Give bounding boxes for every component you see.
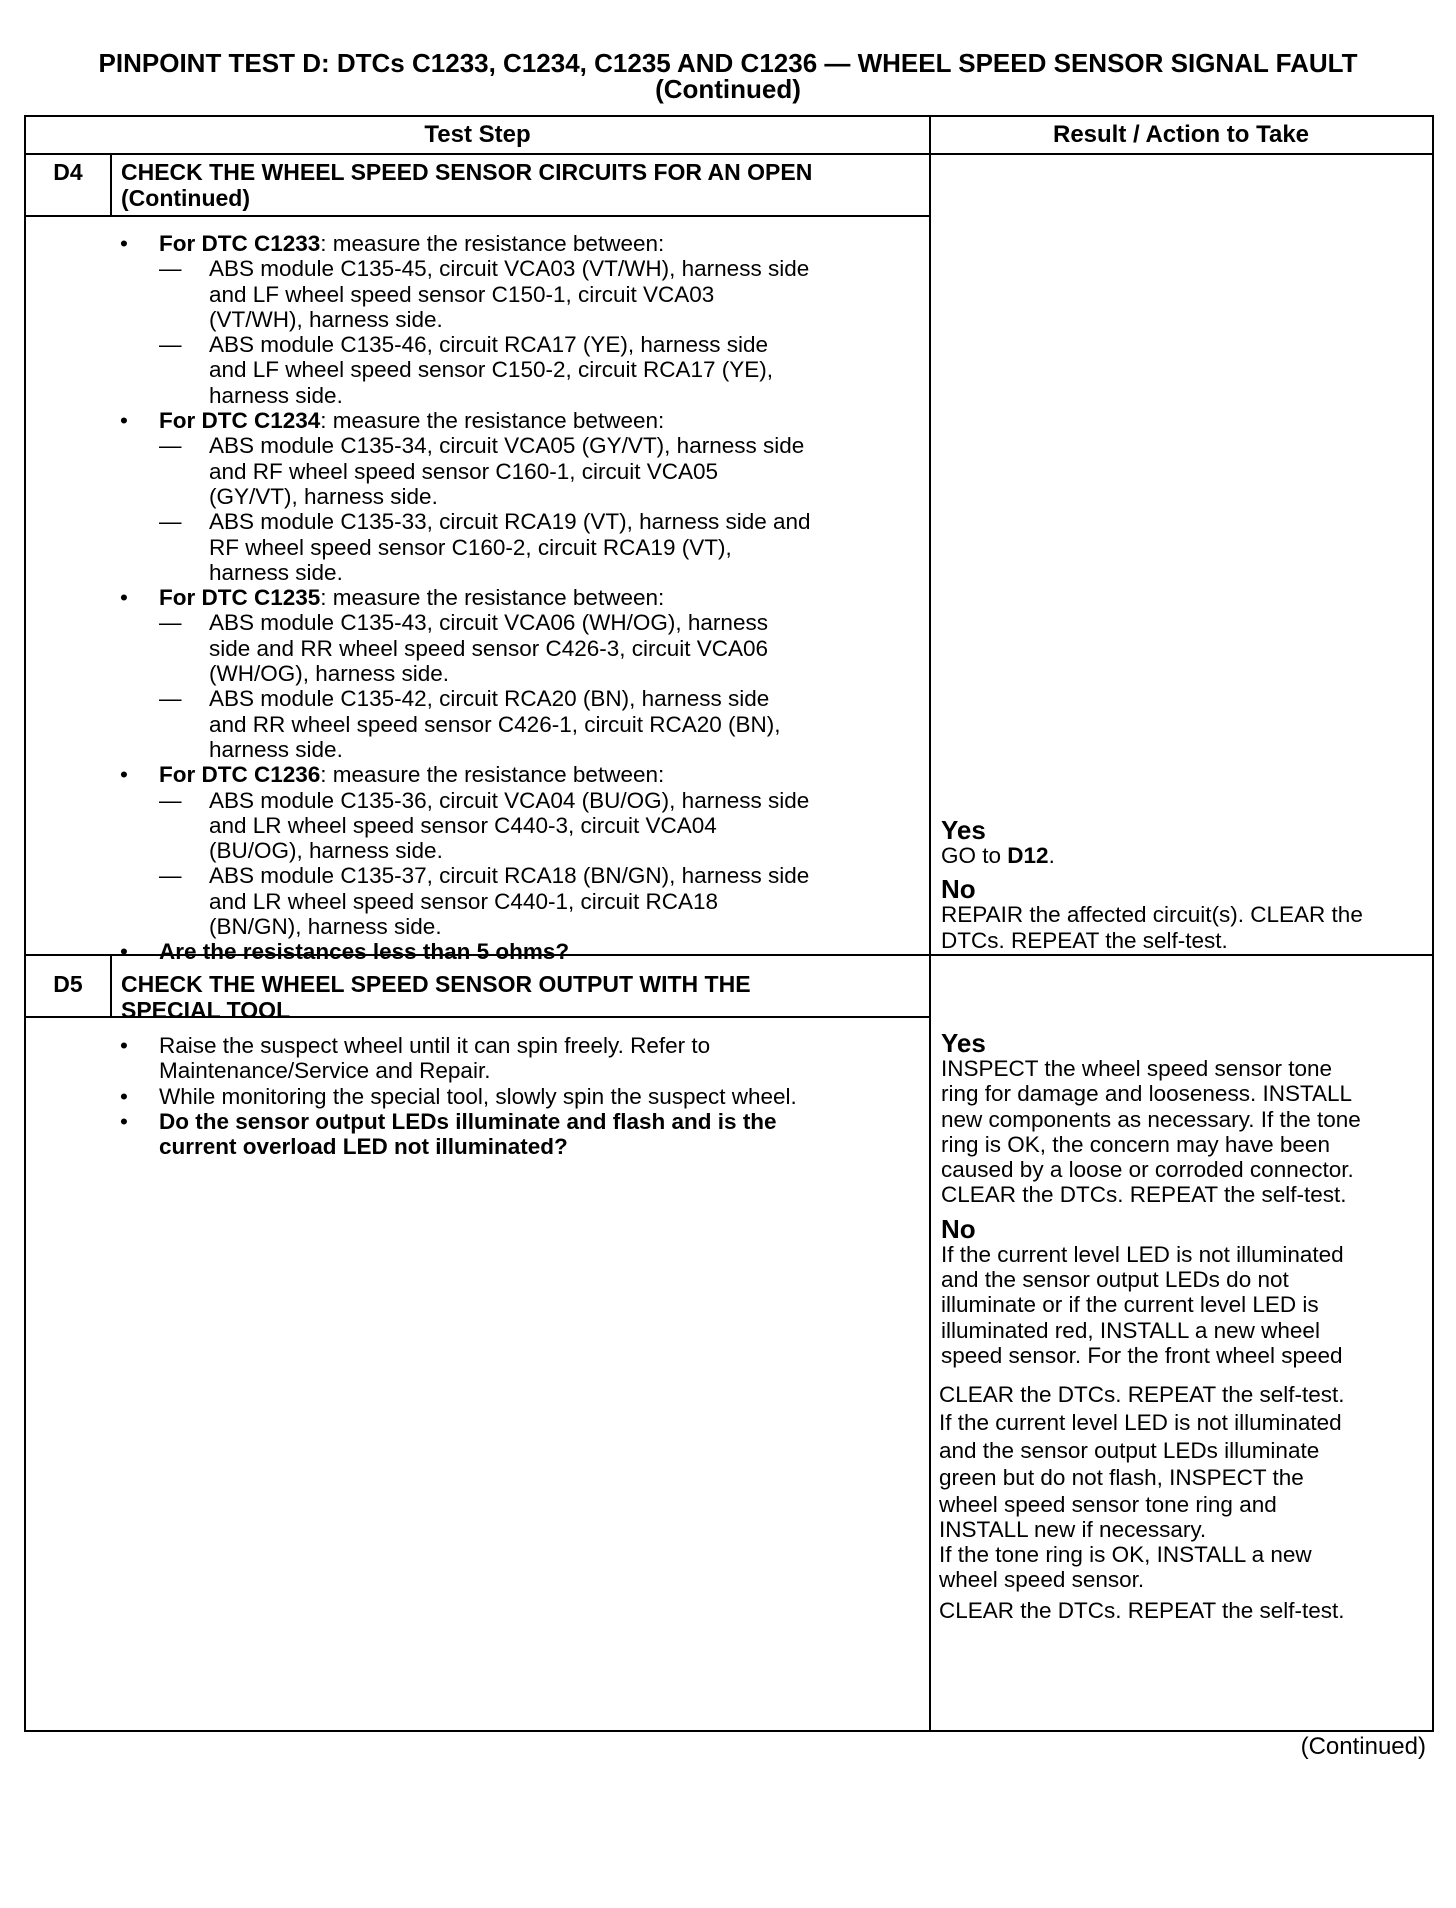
d5-no-extra-line: and the sensor output LEDs illuminate — [939, 1438, 1320, 1463]
bullet-marker: • — [120, 585, 128, 611]
d4-line-text: and RF wheel speed sensor C160-1, circuit VCA05 — [209, 458, 719, 484]
d5-line-text: Raise the suspect wheel until it can spin freely. Refer to — [159, 1033, 711, 1058]
d4-no-heading: No — [941, 874, 976, 905]
d4-instructions — [26, 231, 926, 965]
label-rest: : measure the resistance between: — [320, 585, 665, 611]
d5-no-extra-line: green but do not flash, INSPECT the — [939, 1465, 1304, 1490]
d5-no-extra-line: wheel speed sensor tone ring and — [939, 1492, 1277, 1517]
bullet-marker: • — [120, 939, 128, 965]
d5-title-line-2: SPECIAL TOOL — [121, 997, 291, 1023]
bold-label: Do the sensor output LEDs illuminate and flash and is the — [159, 1108, 777, 1134]
d4-step-title — [121, 159, 921, 211]
dash-marker: — — [159, 332, 182, 358]
d4-line-text: ABS module C135-33, circuit RCA19 (VT), harness side and — [209, 509, 811, 535]
d4-line — [26, 332, 926, 357]
d5-no-extra-line: wheel speed sensor. — [939, 1567, 1145, 1592]
bullet-marker: • — [120, 408, 128, 434]
d5-no-line-1: If the current level LED is not illuminated — [941, 1241, 1344, 1267]
pinpoint-test-table — [24, 115, 1434, 1732]
d5-no-heading: No — [941, 1213, 976, 1244]
d4-line-text — [159, 762, 926, 787]
d4-no-line-1: REPAIR the affected circuit(s). CLEAR the — [941, 902, 1363, 928]
d4-line — [26, 459, 926, 484]
footer-continued: (Continued) — [1300, 1733, 1426, 1760]
d4-line — [26, 610, 926, 635]
page-title — [24, 50, 1432, 102]
d4-line — [26, 838, 926, 863]
d4-title-rule — [26, 215, 929, 217]
bold-label: For DTC C1233 — [159, 231, 321, 256]
d4-line — [26, 661, 926, 686]
d4-line-text: RF wheel speed sensor C160-2, circuit RCA19 (VT), — [209, 534, 732, 560]
title-line-2: (Continued) — [655, 74, 801, 104]
d4-line-text: and LR wheel speed sensor C440-3, circuit VCA04 — [209, 812, 717, 838]
bold-label: For DTC C1234 — [159, 408, 321, 434]
d4-line — [26, 636, 926, 661]
d5-yes-line-1: INSPECT the wheel speed sensor tone — [941, 1056, 1333, 1081]
d4-line-text: and LF wheel speed sensor C150-1, circuit VCA03 — [209, 281, 715, 307]
d4-line-text: side and RR wheel speed sensor C426-3, circuit VCA06 — [209, 635, 769, 661]
dash-marker: — — [159, 610, 182, 636]
d4-line-text — [159, 231, 926, 256]
dash-marker: — — [159, 433, 182, 459]
header-rule — [26, 153, 1432, 155]
d4-line — [26, 509, 926, 534]
column-divider — [929, 117, 931, 1730]
header-result: Result / Action to Take — [1052, 121, 1310, 148]
d4-line — [26, 560, 926, 585]
d4-line-text: ABS module C135-36, circuit VCA04 (BU/OG), harness side — [209, 787, 810, 813]
d4-yes-ref: D12 — [1007, 843, 1049, 868]
d5-id-divider — [110, 954, 112, 1016]
label-rest: : measure the resistance between: — [320, 762, 665, 788]
d4-line — [26, 813, 926, 838]
d5-no-line-4: illuminated red, INSTALL a new wheel — [941, 1317, 1320, 1343]
d5-yes-line-5: caused by a loose or corroded connector. — [941, 1157, 1354, 1183]
dash-marker: — — [159, 686, 182, 712]
d4-line — [26, 383, 926, 408]
dash-marker: — — [159, 509, 182, 535]
d4-d5-rule — [26, 954, 1432, 956]
d5-no-line-5: speed sensor. For the front wheel speed — [941, 1342, 1343, 1368]
d4-line-text — [159, 585, 926, 610]
bold-label: For DTC C1235 — [159, 585, 321, 611]
d5-no-line-3: illuminate or if the current level LED is — [941, 1292, 1319, 1318]
d5-no-extra-line: If the tone ring is OK, INSTALL a new — [939, 1542, 1312, 1567]
d4-line-text: (VT/WH), harness side. — [209, 306, 443, 332]
d5-no-extra-line: CLEAR the DTCs. REPEAT the self-test. — [939, 1382, 1345, 1407]
d4-result — [941, 817, 1426, 953]
d5-no-line-2: and the sensor output LEDs do not — [941, 1267, 1289, 1293]
d5-yes-line-2: ring for damage and looseness. INSTALL — [941, 1081, 1353, 1107]
d4-id-divider — [110, 153, 112, 215]
d5-title-line-1: CHECK THE WHEEL SPEED SENSOR OUTPUT WITH THE — [121, 971, 751, 997]
d4-line-text: ABS module C135-37, circuit RCA18 (BN/GN), harness side — [209, 863, 810, 889]
d4-line — [26, 762, 926, 787]
d5-line — [26, 1033, 926, 1058]
d4-line-text: and LF wheel speed sensor C150-2, circuit RCA17 (YE), — [209, 357, 774, 383]
header-test-step: Test Step — [424, 121, 531, 148]
d4-line — [26, 357, 926, 382]
d5-no-extra-line: CLEAR the DTCs. REPEAT the self-test. — [939, 1598, 1345, 1623]
d5-line — [26, 1134, 926, 1159]
d4-line — [26, 712, 926, 737]
d4-line — [26, 535, 926, 560]
d4-line-text: (BN/GN), harness side. — [209, 914, 442, 940]
d5-yes-heading: Yes — [941, 1028, 986, 1058]
label-rest: : measure the resistance between: — [320, 408, 665, 434]
title-line-1: PINPOINT TEST D: DTCs C1233, C1234, C1235 AND C1236 — WHEEL SPEED SENSOR SIGNAL FAULT — [98, 48, 1358, 78]
d5-instructions — [26, 1033, 926, 1159]
d4-line-text: ABS module C135-43, circuit VCA06 (WH/OG), harness — [209, 610, 768, 636]
d4-line — [26, 788, 926, 813]
bullet-marker: • — [120, 1083, 128, 1109]
bullet-marker: • — [120, 762, 128, 788]
bold-label: Are the resistances less than 5 ohms? — [159, 939, 570, 965]
d4-line — [26, 863, 926, 888]
d4-yes-heading: Yes — [941, 815, 986, 845]
d4-line-text: (GY/VT), harness side. — [209, 483, 438, 509]
d5-no-extra-line: If the current level LED is not illuminated — [939, 1410, 1342, 1435]
dash-marker: — — [159, 787, 182, 813]
d4-line-text: harness side. — [209, 382, 343, 408]
d4-yes-text — [941, 843, 1426, 868]
bold-label: For DTC C1236 — [159, 762, 321, 788]
d4-line-text: ABS module C135-42, circuit RCA20 (BN), harness side — [209, 686, 770, 712]
d4-line — [26, 307, 926, 332]
d4-line-text: (BU/OG), harness side. — [209, 838, 443, 864]
d5-line — [26, 1084, 926, 1109]
d5-no-extra-line: INSTALL new if necessary. — [939, 1517, 1207, 1542]
d5-line-text: current overload LED not illuminated? — [159, 1134, 568, 1160]
d4-line-text: (WH/OG), harness side. — [209, 661, 450, 687]
d4-line — [26, 433, 926, 458]
d4-line-text: and RR wheel speed sensor C426-1, circuit RCA20 (BN), — [209, 711, 781, 737]
d4-line-text: ABS module C135-45, circuit VCA03 (VT/WH), harness side — [209, 256, 810, 282]
d4-title-line-2: (Continued) — [121, 185, 251, 211]
d4-line — [26, 889, 926, 914]
d4-line-text: and LR wheel speed sensor C440-1, circuit RCA18 — [209, 888, 719, 914]
bullet-marker: • — [120, 231, 128, 256]
d4-line-text: ABS module C135-46, circuit RCA17 (YE), harness side — [209, 332, 768, 358]
d5-line-text — [159, 1109, 926, 1134]
d4-line-text: harness side. — [209, 736, 343, 762]
d4-line-text: ABS module C135-34, circuit VCA05 (GY/VT), harness side — [209, 433, 805, 459]
d4-line — [26, 231, 926, 256]
d4-line — [26, 585, 926, 610]
d5-result — [941, 1030, 1426, 1368]
d4-line — [26, 484, 926, 509]
label-rest: : measure the resistance between: — [320, 231, 665, 256]
d4-yes-action: GO to — [941, 843, 1008, 868]
d5-line — [26, 1109, 926, 1134]
d5-title-rule — [26, 1016, 929, 1018]
bullet-marker: • — [120, 1108, 128, 1134]
d4-step-id: D4 — [53, 159, 83, 185]
d5-yes-line-3: new components as necessary. If the tone — [941, 1106, 1361, 1132]
d5-line-text: Maintenance/Service and Repair. — [159, 1058, 491, 1084]
d5-line-text: While monitoring the special tool, slowly spin the suspect wheel. — [159, 1083, 797, 1109]
d5-step-id: D5 — [53, 971, 83, 997]
dash-marker: — — [159, 863, 182, 889]
d4-line — [26, 939, 926, 964]
dash-marker: — — [159, 256, 182, 282]
d4-line — [26, 914, 926, 939]
d4-line-text: harness side. — [209, 559, 343, 585]
d4-line-text — [159, 939, 926, 964]
d4-line — [26, 282, 926, 307]
d4-no-line-2: DTCs. REPEAT the self-test. — [941, 927, 1228, 953]
d4-title-line-1: CHECK THE WHEEL SPEED SENSOR CIRCUITS FOR AN OPEN — [121, 159, 813, 185]
d4-line — [26, 256, 926, 281]
bullet-marker: • — [120, 1033, 128, 1058]
d4-line — [26, 737, 926, 762]
d4-line-text — [159, 408, 926, 433]
d4-line — [26, 408, 926, 433]
d5-yes-line-6: CLEAR the DTCs. REPEAT the self-test. — [941, 1182, 1347, 1208]
d5-line — [26, 1058, 926, 1083]
d5-yes-line-4: ring is OK, the concern may have been — [941, 1131, 1330, 1157]
d4-line — [26, 686, 926, 711]
d4-yes-end: . — [1048, 843, 1055, 868]
